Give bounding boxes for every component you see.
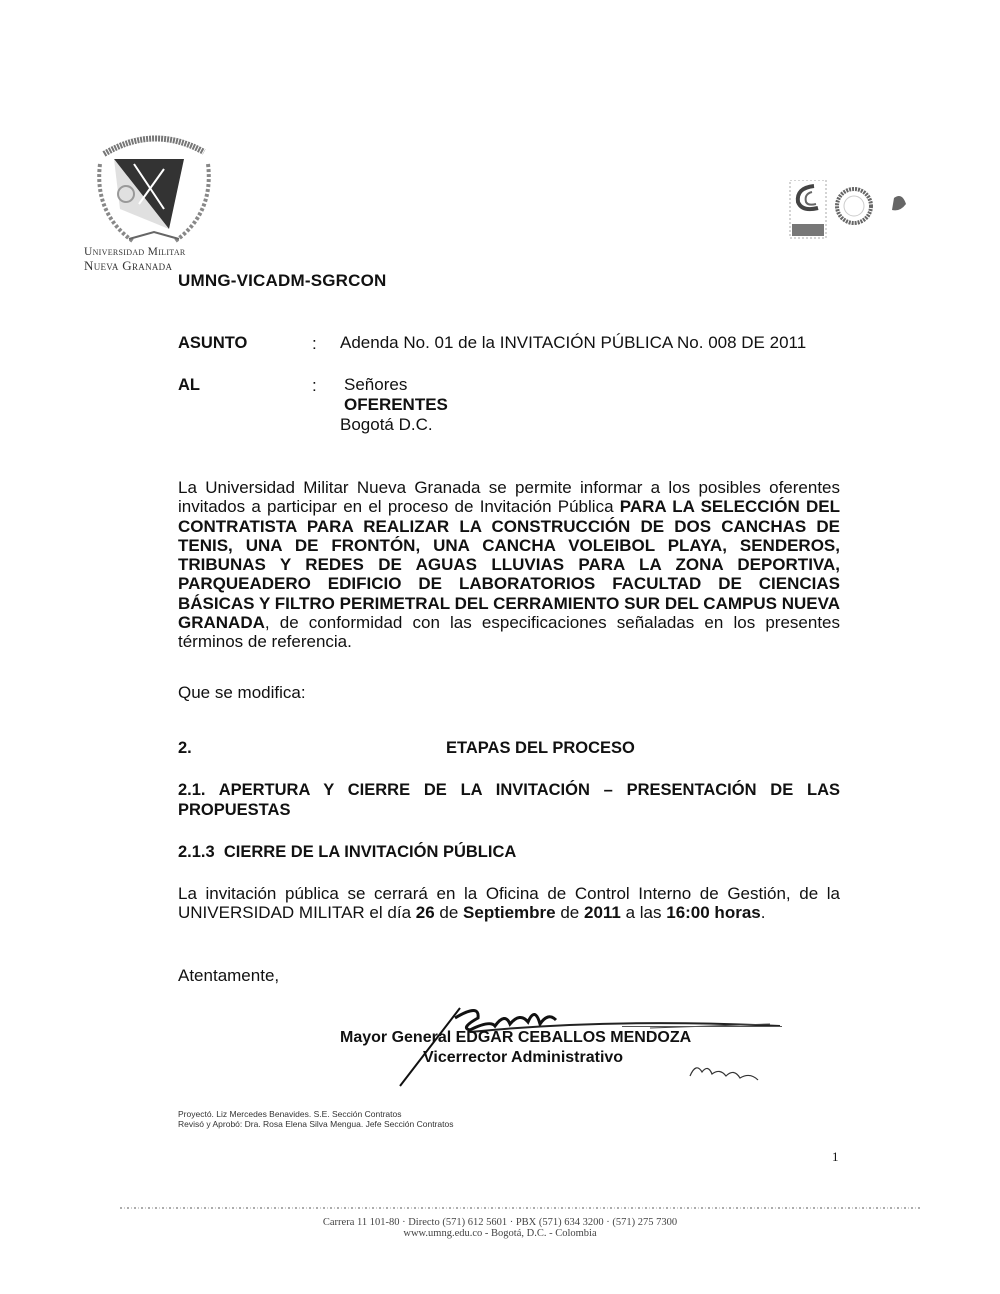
recipient-salutation: Señores (344, 375, 408, 394)
intro-text-end: , de conformidad con las especificaciones señaladas en los presentes términos de referencia. (178, 613, 840, 652)
section-2-1-heading: 2.1. APERTURA Y CIERRE DE LA INVITACIÓN – PRESENTACIÓN DE LAS PROPUESTAS (178, 781, 840, 819)
signatory-title: Vicerrector Administrativo (423, 1049, 624, 1066)
logo-text (84, 246, 186, 272)
signatory-name: Mayor General EDGAR CEBALLOS MENDOZA (340, 1029, 692, 1046)
signoff-text: Atentamente, (178, 966, 280, 985)
section-2-1-3-heading: 2.1.3 CIERRE DE LA INVITACIÓN PÚBLICA (178, 843, 517, 861)
section-number: 2. (178, 739, 192, 757)
footer-address: Carrera 11 101-80 · Directo (571) 612 5601 · PBX (571) 634 3200 · (571) 275 7300 (322, 1217, 678, 1228)
page-number: 1 (832, 1149, 839, 1164)
asunto-label: ASUNTO (178, 334, 248, 352)
al-label: AL (178, 376, 200, 394)
closing-day: 26 (415, 903, 435, 923)
asunto-value: Adenda No. 01 de la INVITACIÓN PÚBLICA No. 008 DE 2011 (340, 333, 807, 352)
section-title: ETAPAS DEL PROCESO (446, 739, 635, 757)
credits (178, 1109, 453, 1129)
closing-text-5: . (760, 903, 766, 923)
footer-website: www.umng.edu.co - Bogotá, D.C. - Colombia (403, 1228, 597, 1239)
intro-text: La Universidad Militar Nueva Granada se permite informar a los posibles oferentes invitados a participar en el proceso de Invitación Pública (178, 478, 840, 517)
logo-text-line1: Universidad Militar (84, 246, 186, 258)
signature-line (622, 1026, 782, 1027)
credits-prepared-by: Proyectó. Liz Mercedes Benavides. S.E. Sección Contratos (178, 1109, 402, 1119)
credits-reviewed-by: Revisó y Aprobó: Dra. Rosa Elena Silva Mengua. Jefe Sección Contratos (178, 1119, 454, 1129)
closing-text: La invitación pública se cerrará en la Oficina de Control Interno de Gestión, de la UNIVERSIDAD MILITAR el día (178, 884, 840, 923)
closing-year: 2011 (583, 903, 621, 923)
closing-text-3: de (555, 903, 584, 923)
certification-seals (784, 180, 964, 250)
logo-text-line2: Nueva Granada (84, 258, 173, 273)
closing-month: Septiembre (463, 903, 556, 923)
footer (0, 1217, 1000, 1239)
recipient-city: Bogotá D.C. (340, 415, 433, 434)
recipient-name: OFERENTES (344, 395, 448, 414)
intro-bold-text: PARA LA SELECCIÓN DEL CONTRATISTA PARA REALIZAR LA CONSTRUCCIÓN DE DOS CANCHAS DE TENIS, UNA DE FRONTÓN, UNA CANCHA VOLEIBOL PLAYA, SENDEROS, TRIBUNAS Y REDES DE AGUAS LLUVIAS PARA LA ZONA DEPORTIVA, PARQUEADERO EDIFICIO DE LABORATORIOS FACULTAD DE CIENCIAS BÁSICAS Y FILTRO PERIMETRAL DEL CERRAMIENTO SUR DEL CAMPUS NUEVA GRANADA (178, 497, 840, 633)
reference-code: UMNG-VICADM-SGRCON (178, 271, 387, 290)
al-colon: : (312, 376, 317, 395)
closing-text-4: a las (620, 903, 667, 923)
modifica-text: Que se modifica: (178, 683, 306, 702)
closing-paragraph (178, 884, 840, 923)
asunto-colon: : (312, 334, 317, 353)
footer-divider (120, 1207, 920, 1209)
closing-time: 16:00 horas (666, 903, 761, 923)
closing-text-2: de (434, 903, 464, 923)
intro-paragraph (178, 478, 840, 652)
